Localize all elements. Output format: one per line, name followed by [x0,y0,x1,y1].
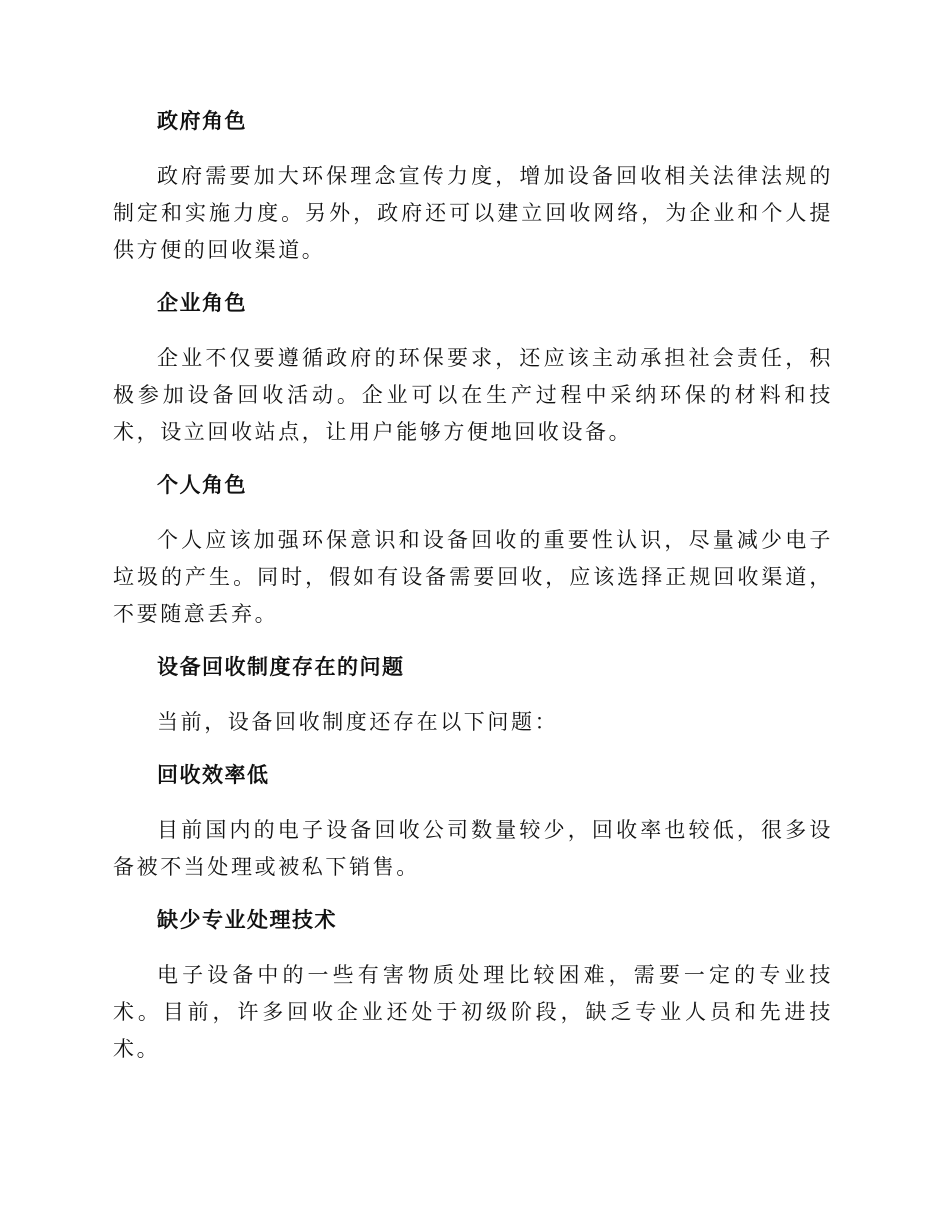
section-heading-low-efficiency: 回收效率低 [157,763,270,787]
section-paragraph: 企业不仅要遵循政府的环保要求，还应该主动承担社会责任，积极参加设备回收活动。企业可以在生产过程中采纳环保的材料和技术，设立回收站点，让用户能够方便地回收设备。 [113,346,833,444]
section-paragraph: 当前，设备回收制度还存在以下问题： [157,710,559,734]
section-heading-enterprise-role: 企业角色 [157,291,247,315]
section-paragraph: 政府需要加大环保理念宣传力度，增加设备回收相关法律法规的制定和实施力度。另外，政府还可以建立回收网络，为企业和个人提供方便的回收渠道。 [113,164,833,262]
section-heading-government-role: 政府角色 [157,109,247,133]
section-heading-recycling-problems: 设备回收制度存在的问题 [157,655,405,679]
section-heading-individual-role: 个人角色 [157,473,247,497]
section-paragraph: 电子设备中的一些有害物质处理比较困难，需要一定的专业技术。目前，许多回收企业还处于初级阶段，缺乏专业人员和先进技术。 [113,963,833,1061]
section-paragraph: 个人应该加强环保意识和设备回收的重要性认识，尽量减少电子垃圾的产生。同时，假如有设备需要回收，应该选择正规回收渠道，不要随意丢弃。 [113,528,833,626]
document-body [113,106,833,1087]
section-heading-lack-of-technology: 缺少专业处理技术 [157,908,337,932]
section-paragraph: 目前国内的电子设备回收公司数量较少，回收率也较低，很多设备被不当处理或被私下销售。 [113,818,833,879]
